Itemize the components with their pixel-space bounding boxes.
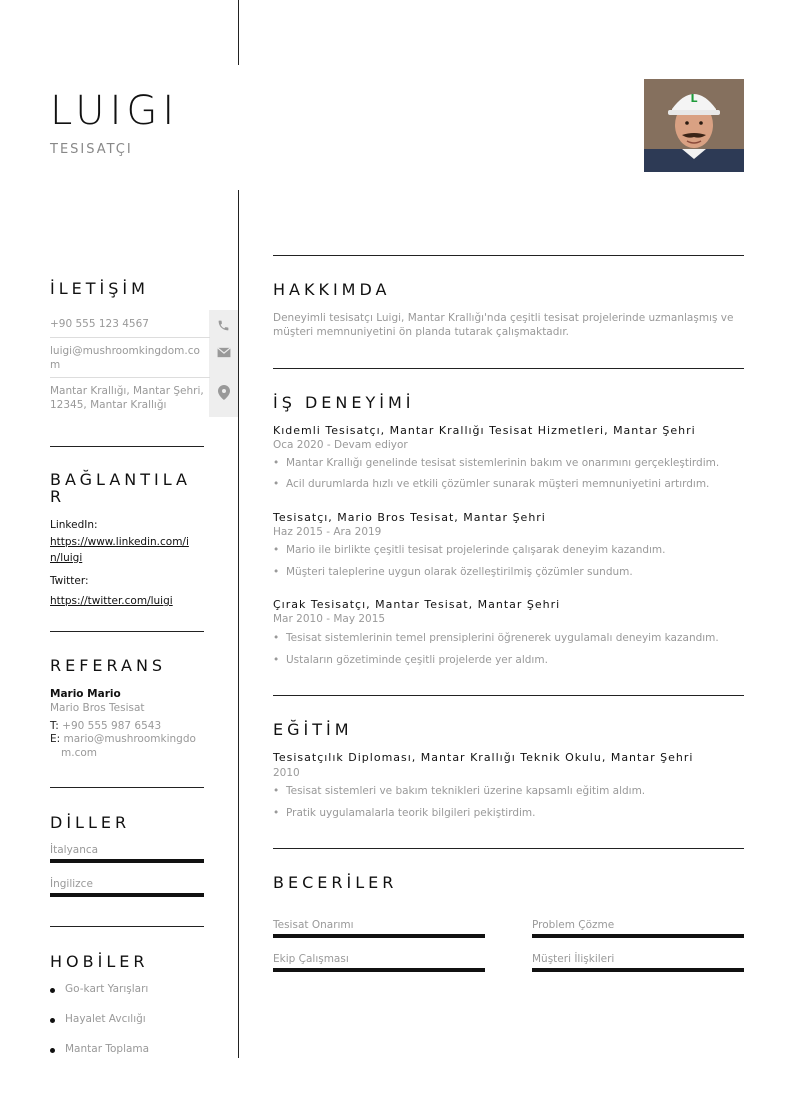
education-heading: EĞİTİM — [273, 720, 353, 739]
hobbies-heading: HOBİLER — [50, 952, 149, 971]
svg-text:L: L — [690, 92, 698, 105]
languages-heading: DİLLER — [50, 813, 131, 832]
twitter-link[interactable]: https://twitter.com/luigi — [50, 595, 173, 607]
language-level-bar — [50, 859, 204, 863]
contact-address — [50, 384, 205, 412]
education-bullet: Pratik uygulamalarla teorik bilgileri pekiştirdim. — [286, 807, 536, 819]
job-date: Mar 2010 - May 2015 — [273, 613, 386, 625]
location-pin-icon — [209, 380, 238, 404]
twitter-label: Twitter: — [50, 575, 89, 587]
job-date: Haz 2015 - Ara 2019 — [273, 526, 382, 538]
links-heading — [50, 471, 191, 505]
experience-heading: İŞ DENEYİMİ — [273, 393, 415, 412]
reference-company: Mario Bros Tesisat — [50, 702, 145, 714]
reference-phone-label: T: — [50, 720, 59, 732]
job-title: Kıdemli Tesisatçı, Mantar Krallığı Tesisat Hizmetleri, Mantar Şehri — [273, 424, 696, 437]
about-text — [273, 311, 743, 339]
list-item: • Mantar Krallığı genelinde tesisat sistemlerinin bakım ve onarımını gerçekleştirdim. — [273, 457, 720, 469]
section-divider — [50, 926, 204, 927]
about-line1: Deneyimli tesisatçı Luigi, Mantar Krallığı'nda çeşitli tesisat projelerinde uzmanlaşmış ve — [273, 312, 734, 324]
education-year: 2010 — [273, 767, 300, 779]
list-item: • Müşteri taleplerine uygun olarak özelleştirilmiş çözümler sundum. — [273, 566, 633, 578]
avatar — [644, 79, 744, 172]
contact-email-line1: luigi@mushroomkingdom.co — [50, 345, 200, 357]
divider — [50, 337, 210, 338]
envelope-icon — [209, 340, 238, 364]
links-heading-line1: BAĞLANTILA — [50, 470, 191, 489]
section-divider — [50, 787, 204, 788]
bullet-icon — [50, 1018, 55, 1023]
language-name: İngilizce — [50, 878, 93, 890]
skill-name: Ekip Çalışması — [273, 953, 349, 965]
contact-email-line2: m — [50, 359, 61, 371]
contact-address-line1: Mantar Krallığı, Mantar Şehri, — [50, 385, 204, 397]
reference-email-row — [50, 732, 196, 746]
section-divider — [273, 848, 744, 849]
about-heading: HAKKIMDA — [273, 280, 391, 299]
reference-email-label: E: — [50, 733, 61, 745]
phone-icon — [209, 313, 238, 337]
linkedin-label: LinkedIn: — [50, 519, 98, 531]
section-divider — [50, 446, 204, 447]
section-divider — [50, 631, 204, 632]
list-item: • Tesisat sistemlerinin temel prensiplerini öğrenerek uygulamalı deneyim kazandım. — [273, 632, 719, 644]
about-line2: müşteri memnuniyetini ön planda tutarak çalışmaktadır. — [273, 326, 570, 338]
job-bullet: Mario ile birlikte çeşitli tesisat projelerinde çalışarak deneyim kazandım. — [286, 544, 666, 556]
bullet-icon — [50, 988, 55, 993]
list-item: • Pratik uygulamalarla teorik bilgileri pekiştirdim. — [273, 807, 536, 819]
list-item: • Tesisat sistemleri ve bakım teknikleri üzerine kapsamlı eğitim aldım. — [273, 785, 646, 797]
top-vertical-rule — [238, 0, 239, 65]
hobby-item: Go-kart Yarışları — [65, 983, 149, 995]
reference-heading: REFERANS — [50, 656, 167, 675]
reference-phone-row — [50, 719, 161, 733]
linkedin-link-line1[interactable]: https://www.linkedin.com/i — [50, 536, 189, 548]
job-title: Çırak Tesisatçı, Mantar Tesisat, Mantar Şehri — [273, 598, 561, 611]
language-level-bar — [50, 893, 204, 897]
job-bullet: Acil durumlarda hızlı ve etkili çözümler sunarak müşteri memnuniyetini artırdım. — [286, 478, 710, 490]
contact-email — [50, 344, 205, 372]
skills-heading: BECERİLER — [273, 873, 398, 892]
bullet-icon — [50, 1048, 55, 1053]
skill-name: Müşteri İlişkileri — [532, 953, 615, 965]
section-divider — [273, 695, 744, 696]
linkedin-link-line2[interactable]: n/luigi — [50, 552, 83, 564]
education-bullet: Tesisat sistemleri ve bakım teknikleri üzerine kapsamlı eğitim aldım. — [286, 785, 646, 797]
job-bullet: Mantar Krallığı genelinde tesisat sistemlerinin bakım ve onarımını gerçekleştirdim. — [286, 457, 720, 469]
list-item: • Acil durumlarda hızlı ve etkili çözümler sunarak müşteri memnuniyetini artırdım. — [273, 478, 710, 490]
job-bullet: Müşteri taleplerine uygun olarak özelleştirilmiş çözümler sundum. — [286, 566, 633, 578]
hobby-item: Mantar Toplama — [65, 1043, 150, 1055]
skill-name: Tesisat Onarımı — [273, 919, 354, 931]
reference-name: Mario Mario — [50, 688, 121, 700]
contact-heading: İLETİŞİM — [50, 279, 149, 298]
main-vertical-rule — [238, 190, 239, 1058]
job-bullet: Tesisat sistemlerinin temel prensiplerini öğrenerek uygulamalı deneyim kazandım. — [286, 632, 719, 644]
contact-phone: +90 555 123 4567 — [50, 318, 149, 330]
contact-address-line2: 12345, Mantar Krallığı — [50, 399, 167, 411]
skill-level-bar — [532, 968, 744, 972]
section-divider — [273, 255, 744, 256]
reference-email-line1: mario@mushroomkingdo — [63, 733, 196, 745]
profile-photo — [644, 79, 744, 172]
section-divider — [273, 368, 744, 369]
links-heading-line2: R — [50, 487, 66, 506]
candidate-title: TESISATÇI — [50, 142, 133, 157]
list-item: • Mario ile birlikte çeşitli tesisat projelerinde çalışarak deneyim kazandım. — [273, 544, 666, 556]
reference-email-line2: m.com — [61, 747, 97, 759]
skill-name: Problem Çözme — [532, 919, 615, 931]
job-bullet: Ustaların gözetiminde çeşitli projelerde yer aldım. — [286, 654, 548, 666]
job-title: Tesisatçı, Mario Bros Tesisat, Mantar Şehri — [273, 511, 546, 524]
linkedin-link[interactable] — [50, 533, 189, 565]
divider — [50, 377, 210, 378]
reference-phone: +90 555 987 6543 — [62, 720, 162, 732]
skill-level-bar — [273, 934, 485, 938]
hobby-item: Hayalet Avcılığı — [65, 1013, 146, 1025]
education-title: Tesisatçılık Diploması, Mantar Krallığı Teknik Okulu, Mantar Şehri — [273, 751, 694, 764]
twitter-link-wrap[interactable] — [50, 589, 173, 608]
list-item: • Ustaların gözetiminde çeşitli projelerde yer aldım. — [273, 654, 548, 666]
skill-level-bar — [273, 968, 485, 972]
language-name: İtalyanca — [50, 844, 99, 856]
job-date: Oca 2020 - Devam ediyor — [273, 439, 408, 451]
skill-level-bar — [532, 934, 744, 938]
candidate-name: LUIGI — [50, 88, 180, 134]
